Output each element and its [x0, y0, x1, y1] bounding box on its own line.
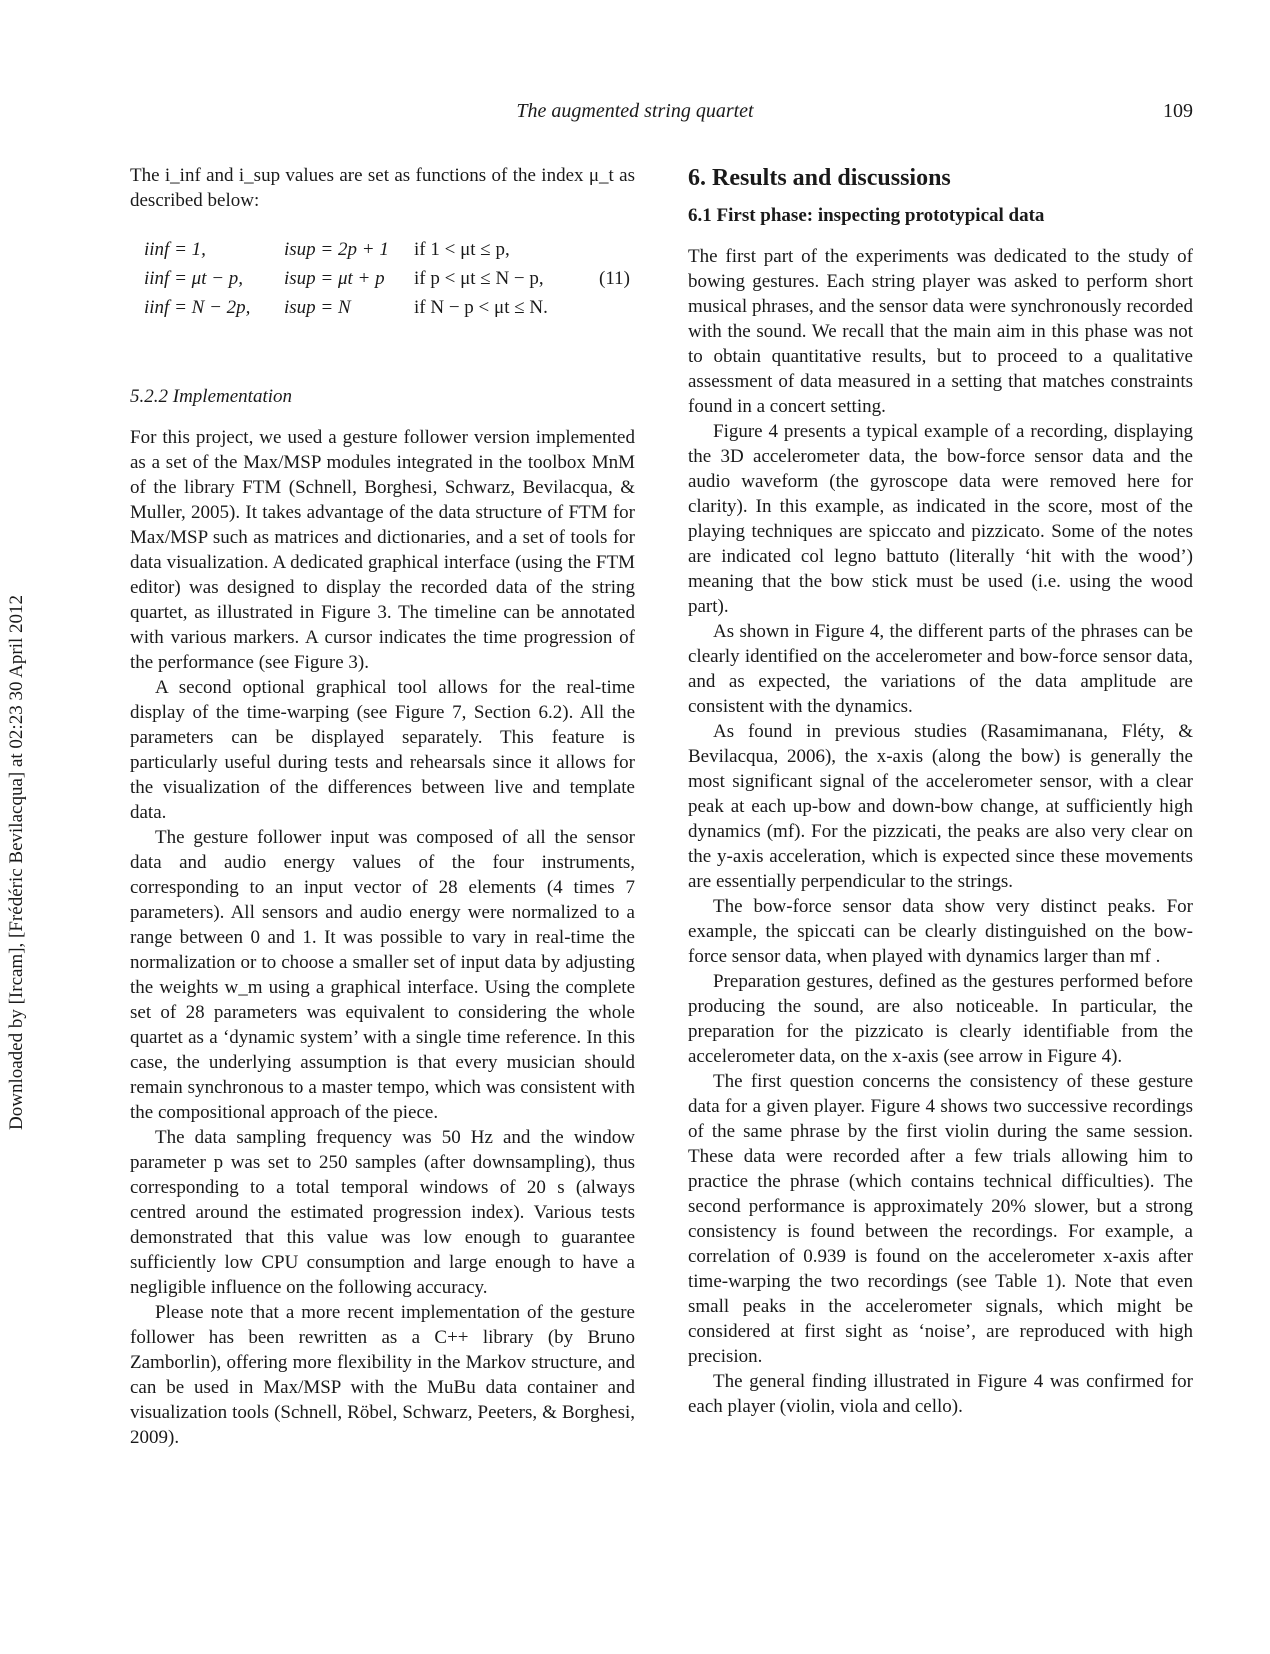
paragraph: The gesture follower input was composed of all the sensor data and audio energy values of the four instruments, corresponding to an input vector of 28 elements (4 times 7 parameters). All sensors and audio energy were normalized to a range between 0 and 1. It was possible to vary in real-time the normalization or to choose a smaller set of input data by adjusting the weights w_m using a graphical interface. Using the complete set of 28 parameters was equivalent to considering the whole quartet as a ‘dynamic system’ with a single time reference. In this case, the underlying assumption is that every musician should remain synchronous to a master tempo, which was consistent with the compositional approach of the piece.	[130, 827, 635, 1123]
right-column	[688, 163, 1193, 1419]
equation-line: iinf = N − 2p, isup = N if N − p < μt ≤ N.	[144, 297, 548, 318]
paragraph: Preparation gestures, defined as the gestures performed before producing the sound, are also noticeable. In particular, the preparation for the pizzicato is clearly identifiable from the accelerometer data, on the x-axis (see arrow in Figure 4).	[688, 971, 1193, 1067]
equation-line: iinf = 1, isup = 2p + 1 if 1 < μt ≤ p,	[144, 239, 510, 260]
paragraph: Please note that a more recent implementation of the gesture follower has been rewritten as a C++ library (by Bruno Zamborlin), offering more flexibility in the Markov structure, and can be used in Max/MSP with the MuBu data container and visualization tools (Schnell, Röbel, Schwarz, Peeters, & Borghesi, 2009).	[130, 1302, 635, 1448]
equation-line: iinf = μt − p, isup = μt + p if p < μt ≤ N − p, (11)	[144, 268, 630, 289]
running-title: The augmented string quartet	[516, 100, 754, 122]
paragraph: A second optional graphical tool allows for the real-time display of the time-warping (see Figure 7, Section 6.2). All the parameters can be displayed separately. This feature is particularly useful during tests and rehearsals since it allows for the visualization of the differences between live and template data.	[130, 677, 635, 823]
paragraph: For this project, we used a gesture follower version implemented as a set of the Max/MSP modules integrated in the toolbox MnM of the library FTM (Schnell, Borghesi, Schwarz, Bevilacqua, & Muller, 2005). It takes advantage of the data structure of FTM for Max/MSP such as matrices and dictionaries, and a set of tools for data visualization. A dedicated graphical interface (using the FTM editor) was designed to display the recorded data of the string quartet, as illustrated in Figure 3. The timeline can be annotated with various markers. A cursor indicates the time progression of the performance (see Figure 3).	[130, 427, 635, 673]
paragraph: Figure 4 presents a typical example of a recording, displaying the 3D accelerometer data, the bow-force sensor data and the audio waveform (the gyroscope data were removed here for clarity). In this example, as indicated in the score, most of the playing techniques are spiccato and pizzicato. Some of the notes are indicated col legno battuto (literally ‘hit with the wood’) meaning that the bow stick must be used (i.e. using the wood part).	[688, 421, 1193, 617]
subsection-title: 5.2.2 Implementation	[130, 386, 293, 407]
section-title: 6. Results and discussions	[688, 165, 951, 191]
download-note: Downloaded by [Ircam], [Frédéric Bevilacqua] at 02:23 30 April 2012	[6, 594, 27, 1130]
equation-number: (11)	[599, 268, 630, 289]
page-number: 109	[1163, 100, 1193, 122]
download-note-sidebar	[0, 540, 30, 1140]
paragraph: The general finding illustrated in Figure 4 was confirmed for each player (violin, viola and cello).	[688, 1371, 1193, 1417]
left-column	[130, 163, 635, 1450]
equation-block	[144, 237, 635, 324]
paragraph: As shown in Figure 4, the different parts of the phrases can be clearly identified on the accelerometer and bow-force sensor data, and as expected, the variations of the data amplitude are consistent with the dynamics.	[688, 621, 1193, 717]
equation-intro: The i_inf and i_sup values are set as functions of the index μ_t as described below:	[130, 165, 635, 211]
paragraph: The bow-force sensor data show very distinct peaks. For example, the spiccati can be clearly distinguished on the bow-force sensor data, when played with dynamics larger than mf .	[688, 896, 1193, 967]
paragraph: The first question concerns the consistency of these gesture data for a given player. Figure 4 shows two successive recordings of the same phrase by the first violin during the same session. These data were recorded after a few trials allowing him to practice the phrase (which contains technical difficulties). The second performance is approximately 20% slower, but a strong consistency is found between the recordings. For example, a correlation of 0.939 is found on the accelerometer x-axis after time-warping the two recordings (see Table 1). Note that even small peaks in the accelerometer signals, which might be considered at first sight as ‘noise’, are reproduced with high precision.	[688, 1071, 1193, 1367]
paragraph: The first part of the experiments was dedicated to the study of bowing gestures. Each string player was asked to perform short musical phrases, and the sensor data were synchronously recorded with the sound. We recall that the main aim in this phase was not to obtain quantitative results, but to proceed to a qualitative assessment of data measured in a setting that matches constraints found in a concert setting.	[688, 246, 1193, 417]
subsection-heading: 6.1 First phase: inspecting prototypical data	[688, 205, 1045, 226]
paragraph: The data sampling frequency was 50 Hz and the window parameter p was set to 250 samples (after downsampling), thus corresponding to a total temporal windows of 20 s (always centred around the estimated progression index). Various tests demonstrated that this value was low enough to guarantee sufficiently low CPU consumption and large enough to have a negligible influence on the following accuracy.	[130, 1127, 635, 1298]
paragraph: As found in previous studies (Rasamimanana, Fléty, & Bevilacqua, 2006), the x-axis (along the bow) is generally the most significant signal of the accelerometer sensor, with a clear peak at each up-bow and down-bow change, at sufficiently high dynamics (mf). For the pizzicati, the peaks are also very clear on the y-axis acceleration, which is expected since these movements are essentially perpendicular to the strings.	[688, 721, 1193, 892]
